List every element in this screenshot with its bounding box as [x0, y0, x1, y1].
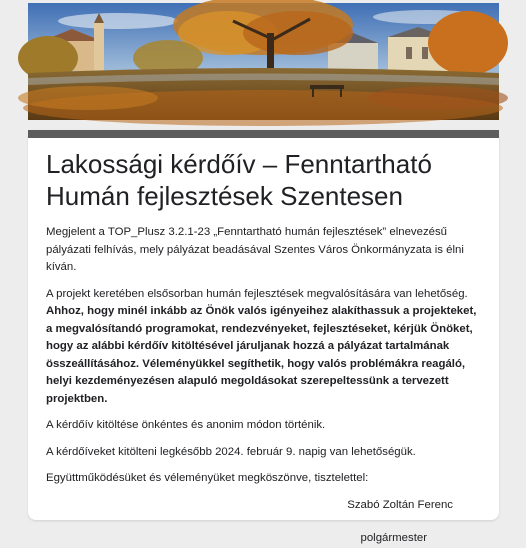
signature-title: polgármester [360, 532, 427, 544]
card-accent-bar [28, 130, 499, 138]
header-banner-image [28, 3, 499, 120]
description-bold-text: Ahhoz, hogy minél inkább az Önök valós igényeihez alakíthassuk a projekteket, a megvalósítandó programokat, rendezvényeket, fejlesztéseket, kérjük Önöket, hogy az alábbi kérdőív kitöltésével járuljanak hozzá a pályázat tartalmának összeállításához. Véleményükkel segíthetik, hogy valós problémákra reagáló, helyi kezdeményezésen alapuló megoldásokat szerepeltessünk a tervezett projektben. [46, 305, 477, 405]
form-title: Lakossági kérdőív – Fenntartható Humán fejlesztések Szentesen [46, 149, 432, 211]
signature-block [46, 497, 481, 548]
description-paragraph: Megjelent a TOP_Plusz 3.2.1-23 „Fenntartható humán fejlesztések” elnevezésű pályázati felhívás, mely pályázat beadásával Szentes Város Önkormányzata is élni kíván. [46, 226, 464, 273]
description-paragraph: A kérdőív kitöltése önkéntes és anonim módon történik. [46, 419, 326, 431]
description-paragraph: Együttműködésüket és véleményüket megköszönve, tisztelettel: [46, 472, 369, 484]
signature-name: Szabó Zoltán Ferenc [347, 498, 453, 511]
description-paragraph: A kérdőíveket kitölteni legkésőbb 2024. február 9. napig van lehetőségük. [46, 445, 416, 458]
autumn-park-panorama-icon [28, 3, 499, 120]
description-text: A projekt keretében elsősorban humán fejlesztések megvalósítására van lehetőség. [46, 287, 468, 300]
form-description [46, 224, 481, 548]
description-paragraph [46, 286, 481, 409]
form-description-card [28, 130, 499, 544]
